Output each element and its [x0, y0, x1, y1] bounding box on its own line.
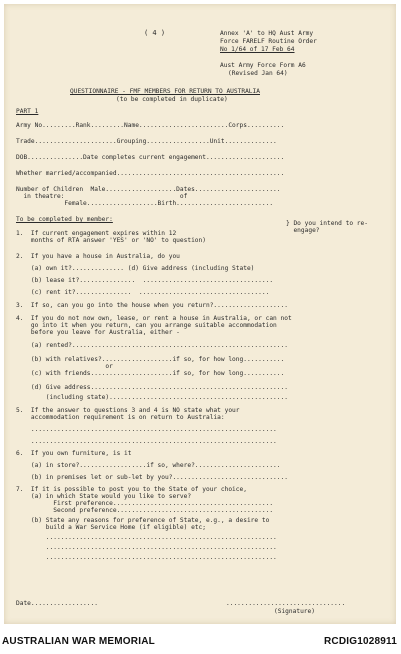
children-line-1: Number of Children Male...................Dates.......................: [16, 186, 281, 193]
q1-line-a: 1. If current engagement expires within 12: [16, 230, 177, 237]
page-number: ( 4 ): [144, 29, 166, 37]
q3-line: 3. If so, can you go into the house when you return?....................: [16, 302, 288, 309]
trade-line: Trade......................Grouping.................Unit..............: [16, 138, 277, 145]
q6-premises-line: (b) in premises let or sub-let by you?...............................: [16, 474, 288, 481]
form-line-1: Aust Army Force Form A6: [220, 62, 306, 69]
footer-record-id: RCDIG1028911: [323, 636, 397, 647]
annex-line-2: Force FARELF Routine Order: [220, 38, 317, 45]
member-label: To be completed by member:: [16, 216, 113, 223]
q4-relatives-line: (b) with relatives?...................if so, for how long...........: [16, 356, 285, 363]
q7-answer-line-2: ..............................................................: [16, 544, 277, 551]
q7-first-pref: First preference...........................................: [16, 500, 274, 507]
army-line: Army No.........Rank.........Name........................Corps..........: [16, 122, 285, 129]
q2-a-line: (a) own it?.............. (d) Give address (including State): [16, 265, 255, 272]
q7-line-b: (a) in which State would you like to serve?: [16, 493, 192, 500]
q4-friends-line: (c) with friends......................if so, for how long...........: [16, 370, 285, 377]
children-line-2: in theatre: of: [16, 193, 188, 200]
q2-line: 2. If you have a house in Australia, do you: [16, 253, 180, 260]
q4-rented-line: (a) rented?..........................................................: [16, 342, 288, 349]
q4-line-c: before you leave for Australia, either -: [16, 329, 180, 336]
q2-b-line: (b) lease it?............... ...................................: [16, 277, 274, 284]
q1-side-a: } Do you intend to re-: [286, 220, 368, 227]
q4-line-b: go into it when you return, can you arrange suitable accommodation: [16, 322, 277, 329]
form-line-2: (Revised Jan 64): [228, 70, 288, 77]
annex-line-1: Annex 'A' to HQ Aust Army: [220, 30, 314, 37]
q4-state-line: (including state)................................................: [16, 394, 288, 401]
part1-label: PART 1: [16, 108, 39, 115]
footer-institution: AUSTRALIAN WAR MEMORIAL: [2, 636, 155, 647]
q4-address-line: (d) Give address.....................................................: [16, 384, 288, 391]
q5-line-b: accommodation requirement is on return to Australia:: [16, 414, 225, 421]
document-page: [4, 4, 396, 624]
q1-line-b: months of RTA answer 'YES' or 'NO' to question): [16, 237, 206, 244]
signature-line: ................................: [226, 600, 346, 607]
signature-label: (Signature): [274, 608, 315, 615]
q4-or-line: or: [16, 363, 113, 370]
q1-side-b: engage?: [286, 227, 320, 234]
q4-line-a: 4. If you do not now own, lease, or rent a house in Australia, or can not: [16, 315, 292, 322]
date-line: Date..................: [16, 600, 98, 607]
annex-line-3: No 1/64 of 17 Feb 64: [220, 46, 295, 53]
q5-line-a: 5. If the answer to questions 3 and 4 is NO state what your: [16, 407, 240, 414]
q7-line-e: (b) State any reasons for preference of State, e.g., a desire to: [16, 517, 270, 524]
married-line: Whether married/accompanied.............................................: [16, 170, 285, 177]
q2-c-line: (c) rent it?............... ...................................: [16, 289, 270, 296]
q5-answer-line-2: ..................................................................: [16, 438, 277, 445]
page-title: QUESTIONNAIRE - FMF MEMBERS FOR RETURN TO AUSTRALIA: [70, 88, 260, 95]
q7-answer-line-3: ..............................................................: [16, 554, 277, 561]
q7-second-pref: Second preference..........................................: [16, 507, 274, 514]
q5-answer-line-1: ..................................................................: [16, 426, 277, 433]
children-line-3: Female...................Birth..........................: [16, 200, 274, 207]
q6-line: 6. If you own furniture, is it: [16, 450, 132, 457]
q7-line-a: 7. If it is possible to post you to the State of your choice,: [16, 486, 247, 493]
dob-line: DOB...............Date completes current engagement.....................: [16, 154, 285, 161]
q7-line-f: build a War Service Home (if eligible) etc;: [16, 524, 206, 531]
footer-bar: [0, 626, 401, 654]
q6-store-line: (a) in store?..................if so, where?.......................: [16, 462, 281, 469]
q7-answer-line-1: ..............................................................: [16, 534, 277, 541]
page-subtitle: (to be completed in duplicate): [116, 96, 228, 103]
